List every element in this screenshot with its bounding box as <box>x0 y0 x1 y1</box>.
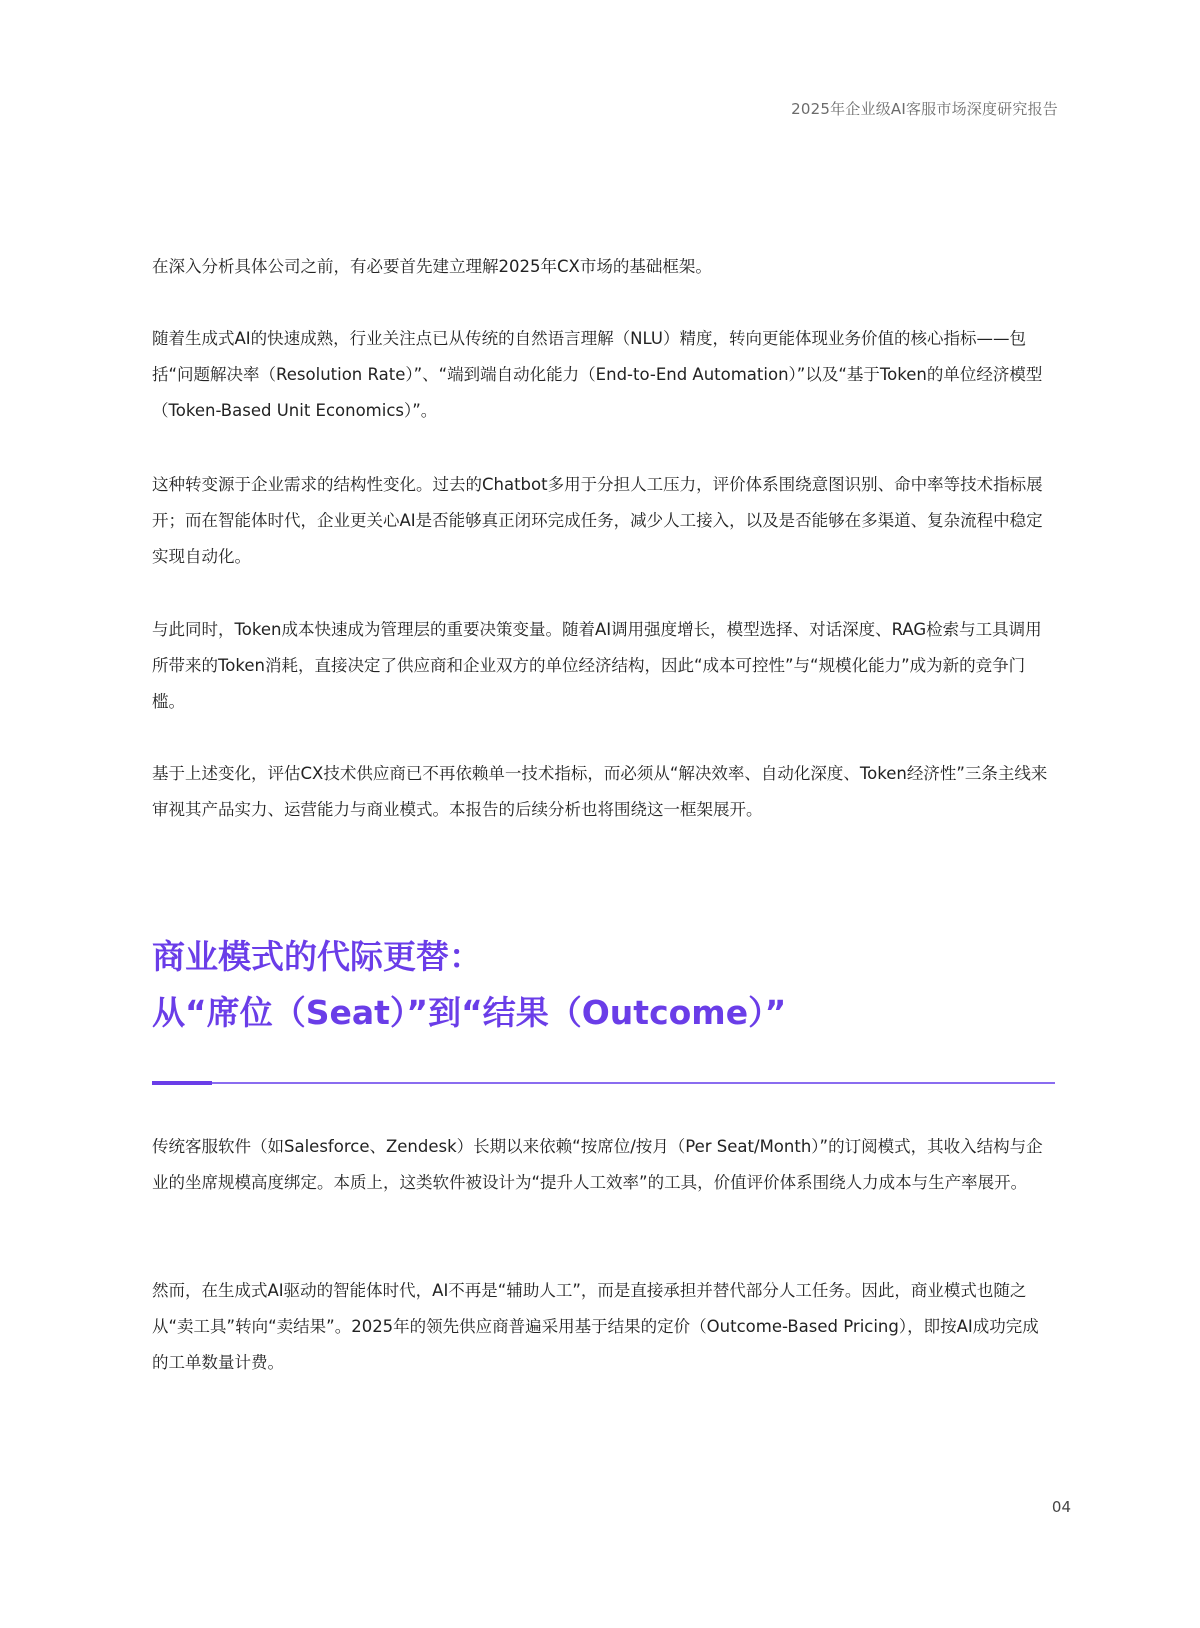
body-paragraph: 基于上述变化，评估CX技术供应商已不再依赖单一技术指标，而必须从“解决效率、自动化深度、Token经济性”三条主线来审视其产品实力、运营能力与商业模式。本报告的后续分析也将围绕这一框架展开。 <box>152 764 1048 819</box>
body-paragraph: 在深入分析具体公司之前，有必要首先建立理解2025年CX市场的基础框架。 <box>152 257 712 276</box>
section-paragraph: 传统客服软件（如Salesforce、Zendesk）长期以来依赖“按席位/按月（Per Seat/Month）”的订阅模式，其收入结构与企业的坐席规模高度绑定。本质上，这类软件被设计为“提升人工效率”的工具，价值评价体系围绕人力成本与生产率展开。 <box>152 1137 1043 1192</box>
section-heading-line-2: 从“席位（Seat）”到“结果（Outcome）” <box>152 993 787 1032</box>
section-heading <box>152 929 1055 1041</box>
body-paragraph: 与此同时，Token成本快速成为管理层的重要决策变量。随着AI调用强度增长，模型选择、对话深度、RAG检索与工具调用所带来的Token消耗，直接决定了供应商和企业双方的单位经济结构，因此“成本可控性”与“规模化能力”成为新的竞争门槛。 <box>152 620 1042 711</box>
running-header-title: 2025年企业级AI客服市场深度研究报告 <box>791 100 1058 118</box>
body-paragraph: 随着生成式AI的快速成熟，行业关注点已从传统的自然语言理解（NLU）精度，转向更能体现业务价值的核心指标——包括“问题解决率（Resolution Rate）”、“端到端自动化能力（End-to-End Automation）”以及“基于Token的单位经济模型（Token-Based Unit Economics）”。 <box>152 329 1043 420</box>
section-paragraph: 然而，在生成式AI驱动的智能体时代，AI不再是“辅助人工”，而是直接承担并替代部分人工任务。因此，商业模式也随之从“卖工具”转向“卖结果”。2025年的领先供应商普遍采用基于结果的定价（Outcome-Based Pricing），即按AI成功完成的工单数量计费。 <box>152 1281 1039 1372</box>
page-number: 04 <box>1051 1498 1071 1516</box>
section-heading-line-1: 商业模式的代际更替： <box>152 937 482 976</box>
section-divider-accent <box>152 1081 212 1085</box>
section-divider <box>152 1082 1055 1084</box>
body-paragraph: 这种转变源于企业需求的结构性变化。过去的Chatbot多用于分担人工压力，评价体系围绕意图识别、命中率等技术指标展开；而在智能体时代，企业更关心AI是否能够真正闭环完成任务，减少人工接入，以及是否能够在多渠道、复杂流程中稳定实现自动化。 <box>152 475 1043 566</box>
